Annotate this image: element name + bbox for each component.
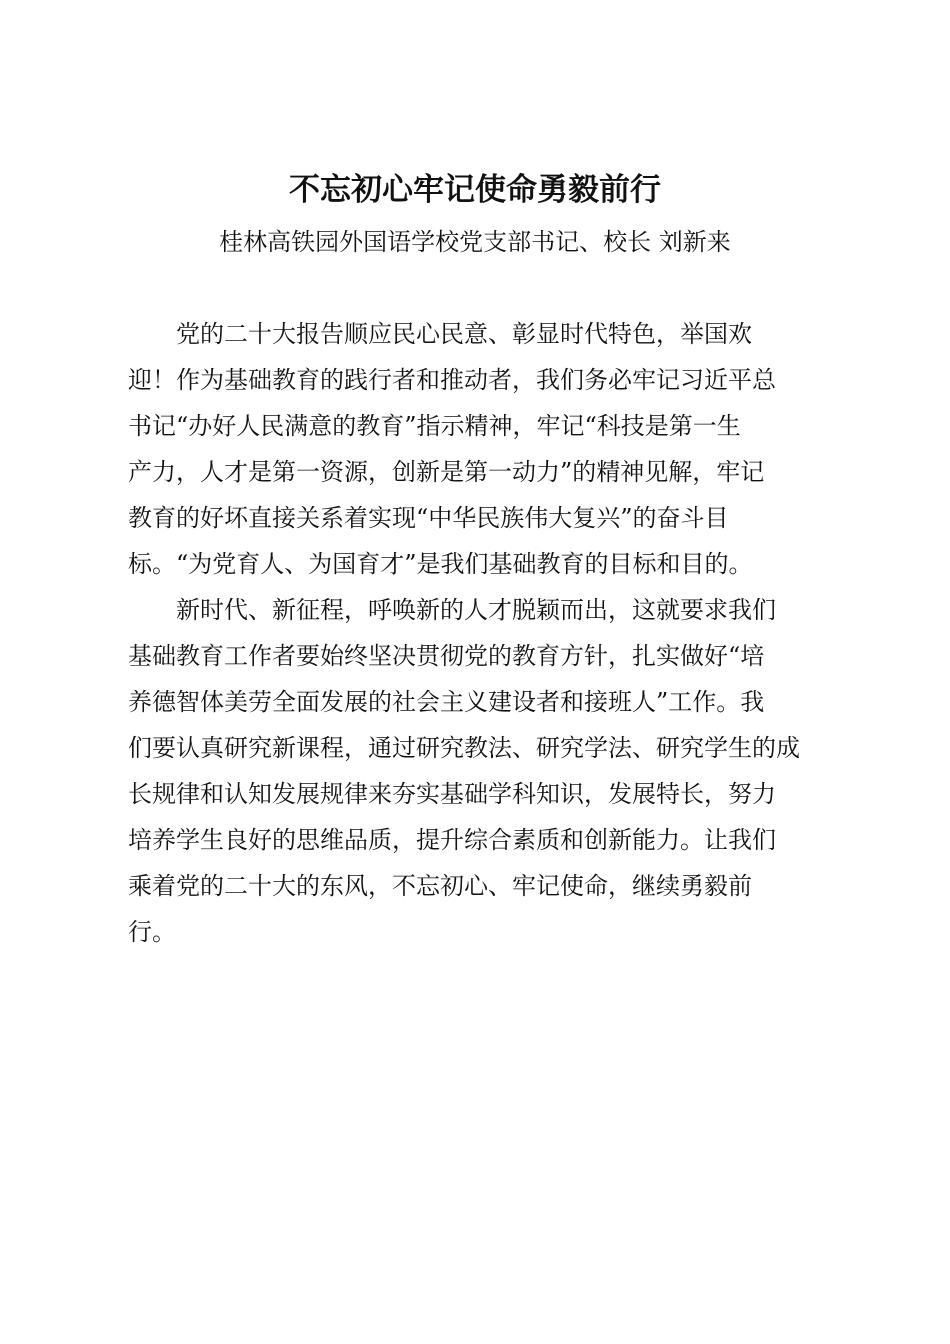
paragraph-1-line-2: 迎！作为基础教育的践行者和推动者，我们务必牢记习近平总: [128, 366, 776, 394]
page-title: 不忘初心牢记使命勇毅前行: [289, 172, 661, 208]
paragraph-1-line-4: 产力，人才是第一资源，创新是第一动力”的精神见解，牢记: [128, 458, 765, 486]
paragraph-1-line-3: 书记“办好人民满意的教育”指示精神，牢记“科技是第一生: [128, 412, 741, 440]
paragraph-2-line-2: 基础教育工作者要始终坚决贯彻党的教育方针，扎实做好“培: [128, 642, 765, 670]
paragraph-2-line-7: 乘着党的二十大的东风，不忘初心、牢记使命，继续勇毅前: [128, 872, 752, 900]
paragraph-2-line-3: 养德智体美劳全面发展的社会主义建设者和接班人”工作。我: [128, 688, 765, 716]
paragraph-2-line-5: 长规律和认知发展规律来夯实基础学科知识，发展特长，努力: [128, 780, 776, 808]
paragraph-2-line-4: 们要认真研究新课程，通过研究教法、研究学法、研究学生的成: [128, 734, 800, 762]
paragraph-1-line-5: 教育的好坏直接关系着实现“中华民族伟大复兴”的奋斗目: [128, 504, 729, 532]
paragraph-1-line-1: 党的二十大报告顺应民心民意、彰显时代特色，举国欢: [176, 320, 752, 348]
paragraph-2-line-6: 培养学生良好的思维品质，提升综合素质和创新能力。让我们: [128, 826, 776, 854]
author-line: 桂林高铁园外国语学校党支部书记、校长 刘新来: [219, 228, 731, 256]
paragraph-2-line-1: 新时代、新征程，呼唤新的人才脱颖而出，这就要求我们: [176, 596, 776, 624]
paragraph-2-line-8: 行。: [128, 918, 176, 946]
paragraph-1-line-6: 标。“为党育人、为国育才”是我们基础教育的目标和目的。: [128, 550, 753, 578]
